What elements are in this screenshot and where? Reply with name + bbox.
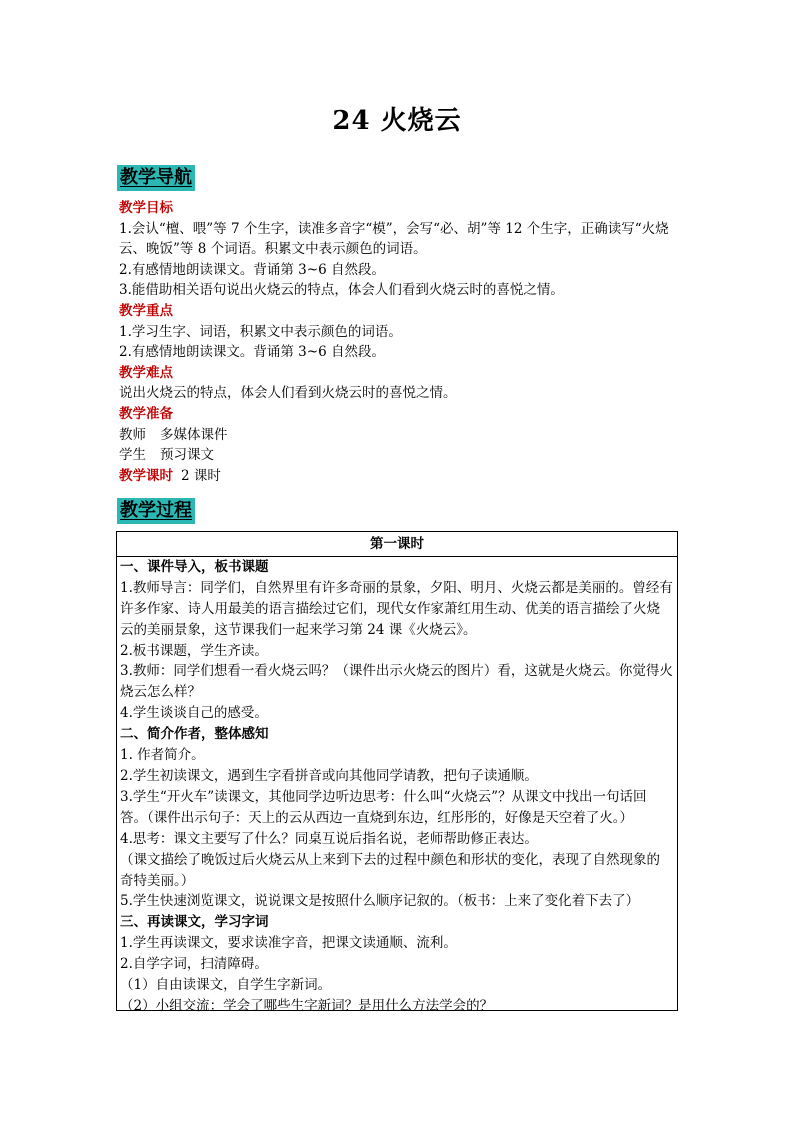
process-line: 1.教师导言：同学们，自然界里有许多奇丽的景象，夕阳、明月、火烧云都是美丽的。曾经有许多作家、诗人用最美的语言描绘过它们，现代女作家萧红用生动、优美的语言描绘了火烧云的美丽景象，这节课我们一起来学习第 24 课《火烧云》。 [120, 579, 673, 638]
lesson-title: 第一课时 [117, 534, 677, 557]
teaching-guide-banner: 教学导航 [117, 165, 195, 191]
process-line: 3.教师：同学们想看一看火烧云吗？（课件出示火烧云的图片）看，这就是火烧云。你觉得火烧云怎么样？ [120, 663, 673, 701]
process-line: 3.学生“开火车”读课文，其他同学边听边思考：什么叫“火烧云”？从课文中找出一句话回答。（课件出示句子：天上的云从西边一直烧到东边，红彤彤的，好像是天空着了火。） [120, 788, 647, 826]
process-line: （2）小组交流：学会了哪些生字新词？是用什么方法学会的？ [120, 997, 494, 1014]
goal-item: 3.能借助相关语句说出火烧云的特点，体会人们看到火烧云时的喜悦之情。 [119, 282, 564, 299]
hours-heading: 教学课时 [119, 467, 173, 484]
hours-value: 2 课时 [181, 467, 221, 484]
process-line: 5.学生快速浏览课文，说说课文是按照什么顺序记叙的。（板书：上来了变化着下去了） [120, 893, 640, 910]
key-point-item: 1.学习生字、词语，积累文中表示颜色的词语。 [119, 323, 402, 340]
teacher-prep [119, 425, 679, 446]
hours-line [119, 466, 679, 487]
process-line: 2.板书课题，学生齐读。 [120, 642, 268, 659]
goal-item: 1.会认“檀、喂”等 7 个生字，读准多音字“模”，会写“必、胡”等 12 个生字，正确读写“火烧云、晚饭”等 8 个词语。积累文中表示颜色的词语。 [119, 220, 669, 258]
process-section-heading: 二、简介作者，整体感知 [120, 726, 269, 743]
student-label: 学生 [119, 447, 146, 464]
process-line: （1）自由读课文，自学生字新词。 [120, 977, 332, 994]
process-table [116, 531, 678, 1014]
page-title: 24 火烧云 [332, 106, 462, 136]
student-value: 预习课文 [160, 447, 214, 464]
key-points-heading: 教学重点 [119, 302, 173, 319]
teaching-process-banner: 教学过程 [117, 498, 195, 524]
process-line: 4.思考：课文主要写了什么？同桌互说后指名说，老师帮助修正表达。 [120, 830, 538, 847]
process-line: 1. 作者简介。 [120, 747, 205, 764]
preparation-heading: 教学准备 [119, 405, 173, 422]
process-line: （课文描绘了晚饭过后火烧云从上来到下去的过程中颜色和形状的变化，表现了自然现象的奇特美丽。） [120, 851, 660, 889]
student-prep [119, 445, 679, 466]
process-section-heading: 一、课件导入，板书课题 [120, 558, 269, 575]
process-line: 1.学生再读课文，要求读准字音，把课文读通顺、流利。 [120, 935, 457, 952]
difficulty-item: 说出火烧云的特点，体会人们看到火烧云时的喜悦之情。 [119, 385, 457, 402]
process-line: 2.自学字词，扫清障碍。 [120, 956, 268, 973]
goals-heading: 教学目标 [119, 200, 173, 216]
key-point-item: 2.有感情地朗读课文。背诵第 3~6 自然段。 [119, 344, 385, 361]
teacher-label: 教师 [119, 426, 146, 443]
teacher-value: 多媒体课件 [160, 426, 228, 443]
process-line: 4.学生谈谈自己的感受。 [120, 705, 268, 722]
guide-content [119, 198, 679, 486]
process-line: 2.学生初读课文，遇到生字看拼音或向其他同学请教，把句子读通顺。 [120, 767, 538, 784]
difficulty-heading: 教学难点 [119, 364, 173, 381]
goal-item: 2.有感情地朗读课文。背诵第 3~6 自然段。 [119, 261, 385, 278]
process-section-heading: 三、再读课文，学习字词 [120, 914, 269, 931]
